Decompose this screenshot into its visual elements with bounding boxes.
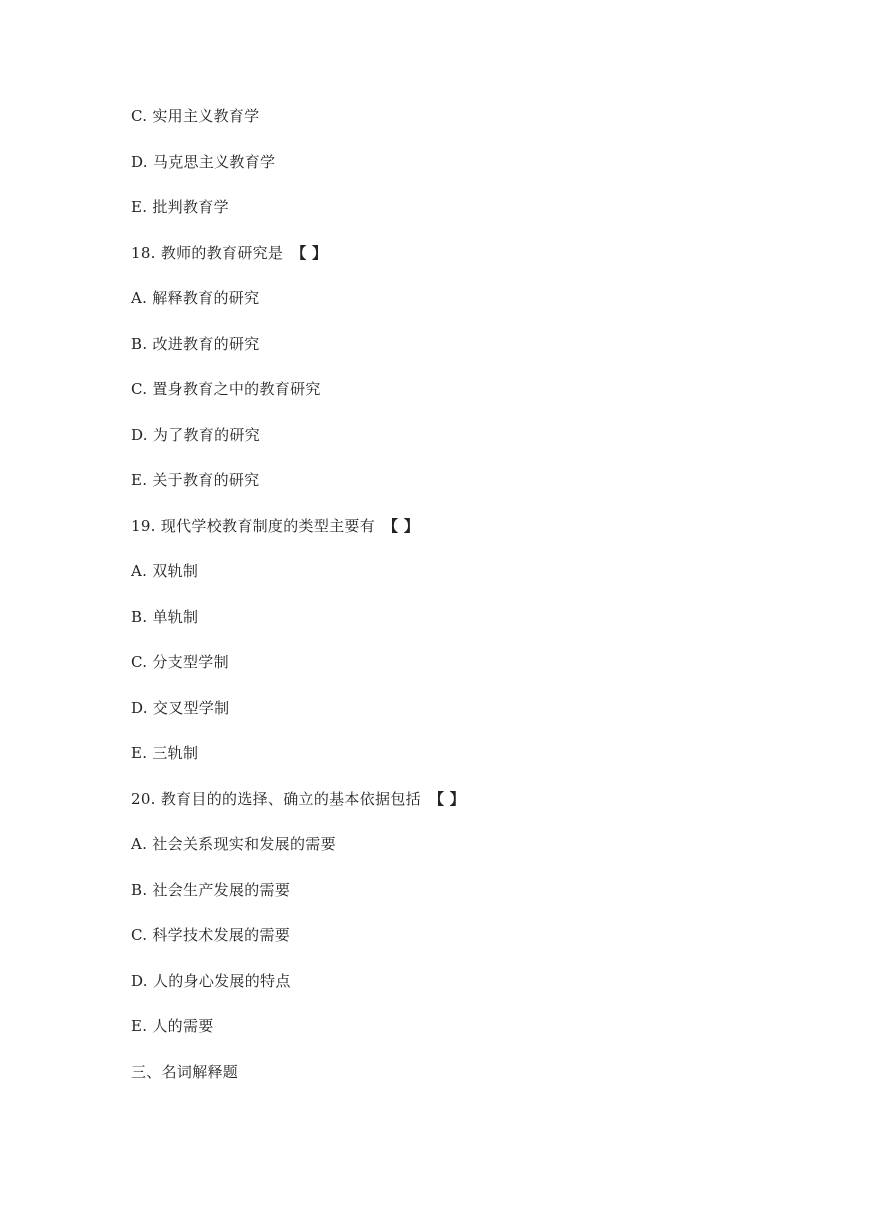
line-text: B. 社会生产发展的需要 (131, 880, 291, 899)
line-text: B. 单轨制 (131, 607, 199, 626)
option-line (131, 424, 465, 470)
answer-bracket: 【 】 (428, 789, 466, 808)
line-text: B. 改进教育的研究 (131, 334, 260, 353)
option-line (131, 151, 465, 197)
question-text: 18. 教师的教育研究是 (131, 243, 284, 262)
option-line (131, 879, 465, 925)
question-list (131, 105, 465, 1106)
option-line (131, 196, 465, 242)
option-line (131, 105, 465, 151)
option-line (131, 833, 465, 879)
question-line (131, 515, 465, 561)
option-line (131, 924, 465, 970)
line-text: E. 人的需要 (131, 1017, 214, 1035)
question-text: 20. 教育目的的选择、确立的基本依据包括 (131, 789, 421, 808)
line-text: D. 马克思主义教育学 (131, 152, 276, 171)
option-line (131, 333, 465, 379)
line-text: E. 三轨制 (131, 744, 199, 762)
line-text: C. 置身教育之中的教育研究 (131, 380, 321, 398)
line-text: A. 双轨制 (131, 562, 199, 580)
question-line (131, 788, 465, 834)
option-line (131, 560, 465, 606)
line-text: E. 关于教育的研究 (131, 471, 260, 489)
line-text: E. 批判教育学 (131, 198, 229, 216)
question-text: 19. 现代学校教育制度的类型主要有 (131, 516, 376, 535)
section-heading (131, 1061, 465, 1107)
line-text: C. 分支型学制 (131, 653, 229, 671)
option-line (131, 970, 465, 1016)
line-text: D. 人的身心发展的特点 (131, 971, 291, 990)
line-text: A. 解释教育的研究 (131, 289, 260, 307)
option-line (131, 651, 465, 697)
line-text: C. 实用主义教育学 (131, 107, 260, 125)
option-line (131, 378, 465, 424)
option-line (131, 1015, 465, 1061)
question-line (131, 242, 465, 288)
option-line (131, 697, 465, 743)
option-line (131, 287, 465, 333)
line-text: D. 交叉型学制 (131, 698, 230, 717)
answer-bracket: 【 】 (383, 516, 420, 535)
option-line (131, 469, 465, 515)
line-text: A. 社会关系现实和发展的需要 (131, 835, 336, 853)
option-line (131, 742, 465, 788)
answer-bracket: 【 】 (291, 243, 328, 262)
line-text: C. 科学技术发展的需要 (131, 926, 291, 944)
line-text: D. 为了教育的研究 (131, 425, 261, 444)
option-line (131, 606, 465, 652)
section-title: 三、名词解释题 (131, 1062, 239, 1081)
